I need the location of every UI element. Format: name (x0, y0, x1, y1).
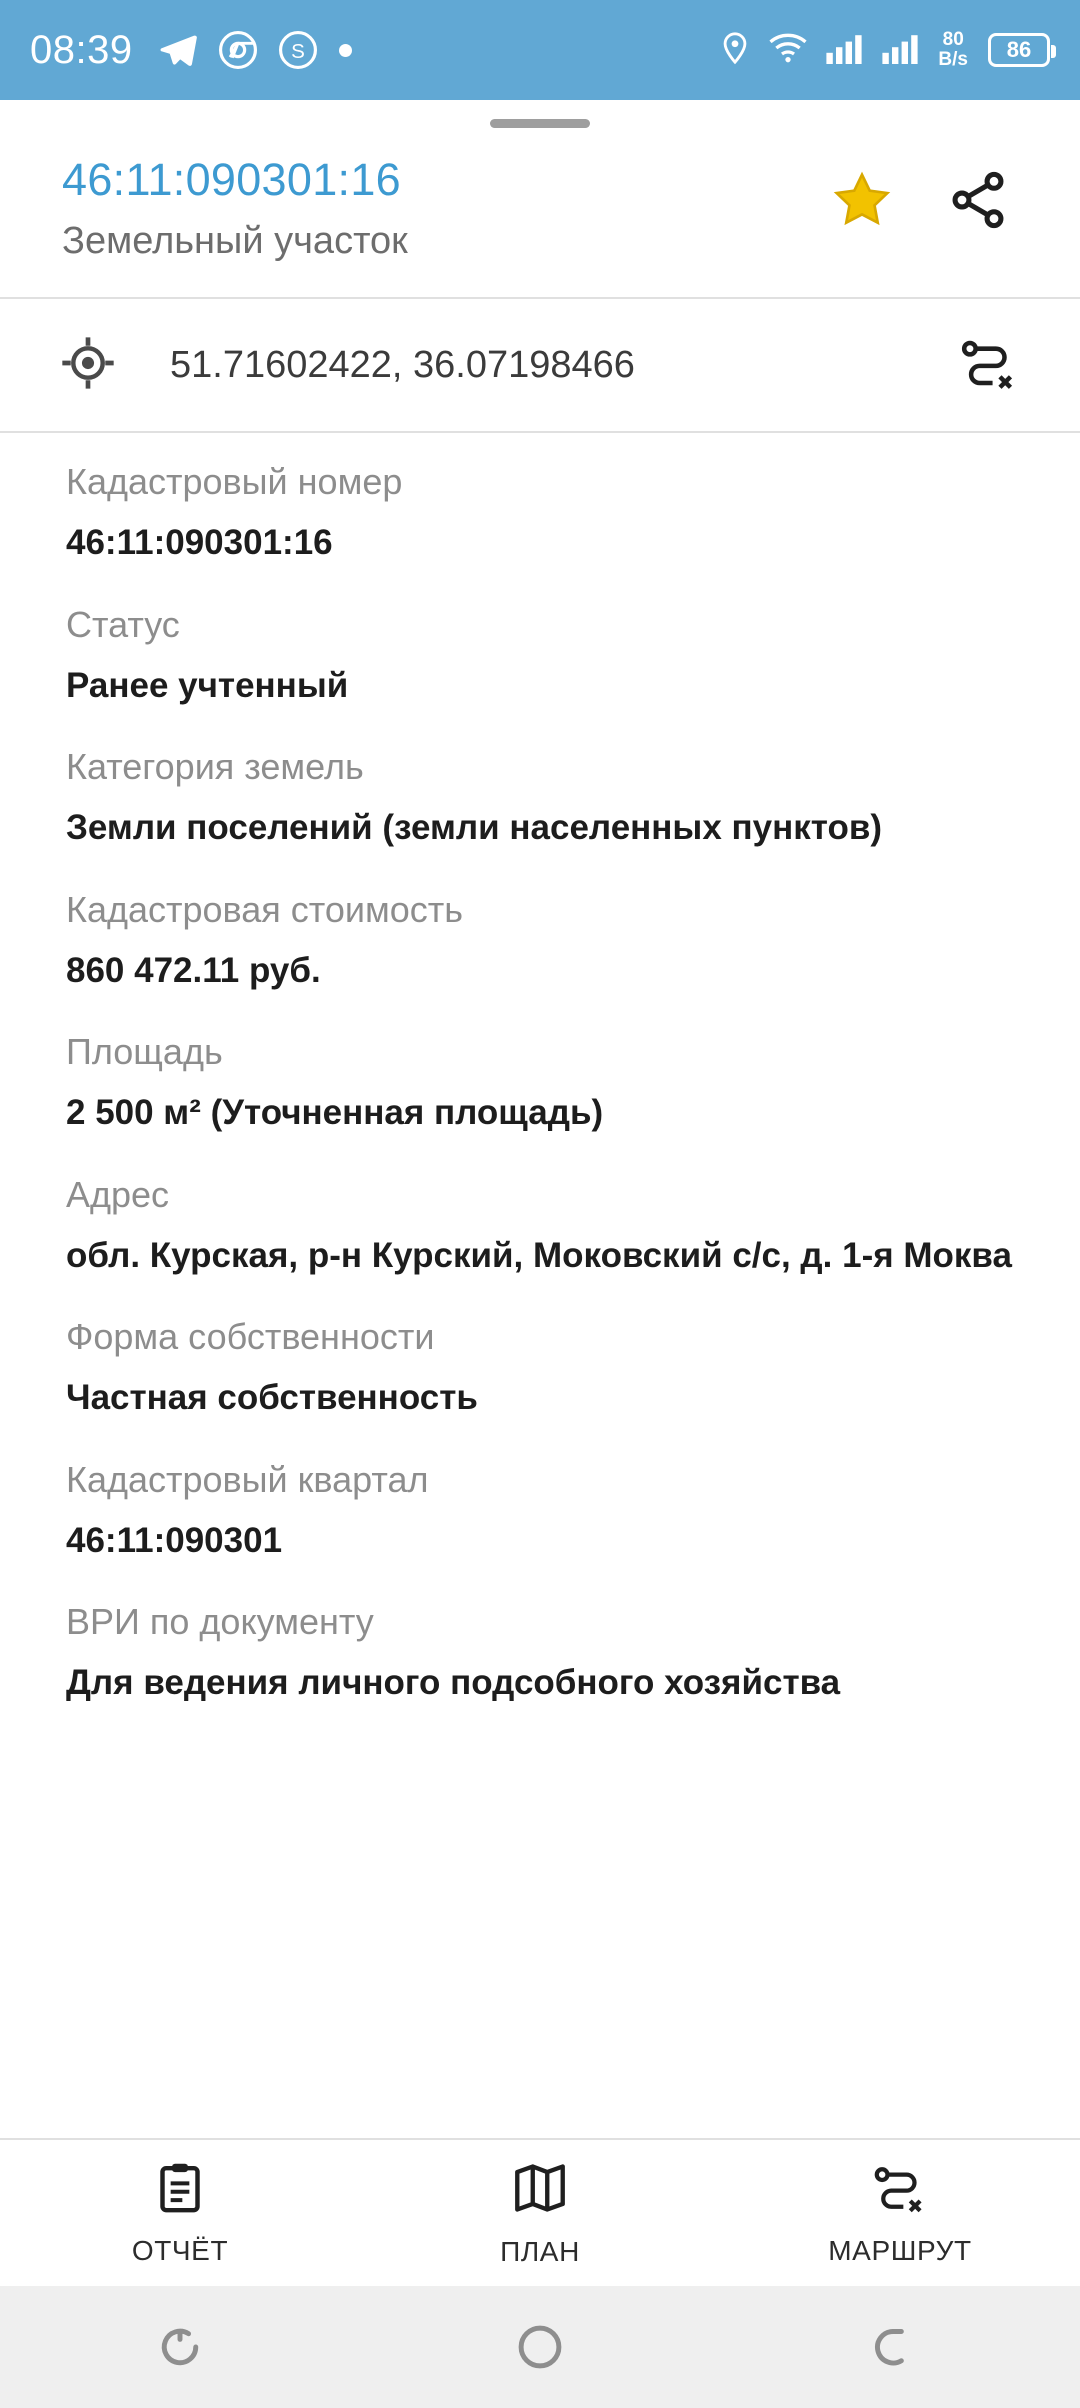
field-label: Адрес (66, 1173, 170, 1215)
field-value: обл. Курская, р-н Курский, Моковский с/с, д. 1-я Моква (66, 1235, 1012, 1275)
wifi-icon (768, 32, 808, 69)
field-value: 2 500 м² (Уточненная площадь) (66, 1093, 604, 1132)
page-title: 46:11:090301:16 (62, 154, 401, 205)
signal-icon-1 (824, 32, 864, 69)
object-type-label: Земельный участок (62, 220, 408, 262)
dot-icon (339, 44, 352, 57)
drag-handle[interactable] (490, 119, 590, 128)
home-circle-icon[interactable] (480, 2286, 600, 2408)
field-ownership-form (66, 1314, 1014, 1421)
bottom-sheet-handle-area[interactable] (0, 100, 1080, 146)
field-cadastral-number (66, 459, 1014, 566)
header (0, 146, 1080, 297)
field-label: Категория земель (66, 746, 364, 787)
field-address (66, 1172, 1014, 1279)
tab-route[interactable] (720, 2160, 1080, 2267)
network-speed-unit: B/s (938, 49, 968, 70)
android-navigation-bar (0, 2286, 1080, 2408)
network-speed-value: 80 (942, 29, 964, 50)
status-bar (0, 0, 1080, 100)
location-icon (718, 29, 752, 72)
field-label: Кадастровая стоимость (66, 888, 464, 930)
network-speed-indicator (938, 30, 968, 70)
back-icon[interactable] (840, 2286, 960, 2408)
field-value: Для ведения личного подсобного хозяйства (66, 1663, 841, 1702)
tab-label: ОТЧЁТ (131, 2234, 229, 2266)
header-actions (830, 154, 1010, 237)
field-value: Земли поселений (земли населенных пунктов) (66, 808, 883, 847)
field-value: 860 472.11 руб. (66, 950, 321, 990)
field-label: ВРИ по документу (66, 1601, 374, 1642)
svg-text:S: S (290, 39, 305, 63)
report-icon (152, 2160, 208, 2221)
coordinates-value: 51.71602422, 36.07198466 (170, 343, 635, 386)
field-value: Частная собственность (66, 1378, 478, 1417)
crosshair-icon[interactable] (60, 335, 116, 396)
field-value: 46:11:090301 (66, 1520, 283, 1560)
list-fade-overlay (0, 2112, 1080, 2138)
chrome-icon (219, 31, 257, 69)
status-time: 08:39 (30, 27, 133, 72)
details-list[interactable] (0, 433, 1080, 2138)
field-label: Статус (66, 603, 180, 645)
field-label: Форма собственности (66, 1316, 435, 1357)
tab-label: МАРШРУТ (828, 2234, 972, 2266)
field-status (66, 602, 1014, 709)
route-icon[interactable] (958, 332, 1020, 399)
tab-plan[interactable] (360, 2159, 720, 2268)
field-area (66, 1029, 1014, 1136)
header-texts (62, 154, 830, 263)
telegram-icon (159, 31, 197, 69)
route-icon (871, 2160, 929, 2221)
status-system-icons (718, 29, 1050, 72)
tab-label: ПЛАН (500, 2235, 580, 2267)
field-cadastral-value (66, 887, 1014, 994)
field-land-category (66, 744, 1014, 851)
bottom-tab-bar (0, 2138, 1080, 2286)
tab-report[interactable] (0, 2160, 360, 2267)
recents-icon[interactable] (120, 2286, 240, 2408)
field-value: 46:11:090301:16 (66, 523, 333, 562)
field-label: Кадастровый квартал (66, 1458, 429, 1500)
signal-icon-2 (880, 32, 920, 69)
map-icon (511, 2159, 569, 2222)
battery-level: 86 (1006, 37, 1032, 62)
battery-indicator (988, 33, 1050, 67)
star-icon[interactable] (830, 168, 894, 237)
coordinates-row[interactable] (0, 299, 1080, 431)
skype-icon (279, 31, 317, 69)
field-permitted-use (66, 1599, 1014, 1706)
field-value: Ранее учтенный (66, 665, 349, 705)
field-cadastral-quarter (66, 1457, 1014, 1564)
field-label: Площадь (66, 1031, 223, 1072)
status-notification-icons (159, 31, 352, 69)
share-icon[interactable] (946, 168, 1010, 237)
field-label: Кадастровый номер (66, 461, 403, 502)
